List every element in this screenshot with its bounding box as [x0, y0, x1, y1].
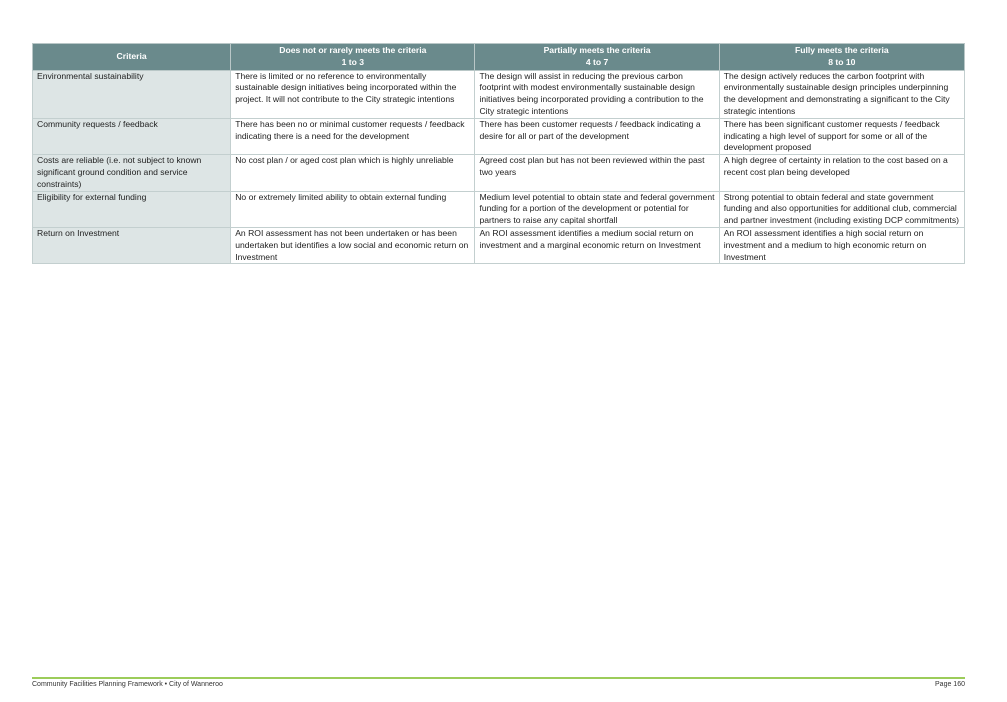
row-low-cell: No or extremely limited ability to obtain external funding	[231, 191, 475, 227]
row-high-cell: An ROI assessment identifies a high social return on investment and a medium to high economic return on Investment	[719, 227, 964, 263]
row-criteria-cell: Return on Investment	[33, 227, 231, 263]
table-row	[33, 118, 965, 154]
row-mid-cell: Agreed cost plan but has not been reviewed within the past two years	[475, 155, 719, 191]
row-criteria-cell: Eligibility for external funding	[33, 191, 231, 227]
footer-divider	[32, 677, 965, 679]
header-mid-title: Partially meets the criteria	[543, 45, 651, 55]
row-criteria-cell: Environmental sustainability	[33, 70, 231, 118]
table-row	[33, 155, 965, 191]
row-criteria-cell: Costs are reliable (i.e. not subject to known significant ground condition and service constraints)	[33, 155, 231, 191]
header-mid	[475, 44, 719, 71]
footer-page-number: Page 160	[935, 681, 965, 688]
row-mid-cell: An ROI assessment identifies a medium social return on investment and a marginal economic return on Investment	[475, 227, 719, 263]
table-row	[33, 191, 965, 227]
footer-document-title: Community Facilities Planning Framework • City of Wanneroo	[32, 681, 223, 688]
row-low-cell: An ROI assessment has not been undertaken or has been undertaken but identifies a low social and economic return on Investment	[231, 227, 475, 263]
row-high-cell: A high degree of certainty in relation to the cost based on a recent cost plan being developed	[719, 155, 964, 191]
criteria-table	[32, 43, 965, 264]
header-low-range: 1 to 3	[341, 56, 365, 67]
row-mid-cell: Medium level potential to obtain state and federal government funding for a portion of the development or potential for partners to raise any capital shortfall	[475, 191, 719, 227]
header-mid-range: 4 to 7	[585, 56, 609, 67]
header-low-title: Does not or rarely meets the criteria	[279, 45, 427, 55]
header-high-range: 8 to 10	[828, 56, 856, 67]
table-row	[33, 70, 965, 118]
table-row	[33, 227, 965, 263]
row-low-cell: There has been no or minimal customer requests / feedback indicating there is a need for the development	[231, 118, 475, 154]
row-high-cell: Strong potential to obtain federal and state government funding and also opportunities for additional club, commercial and partner investment (including existing DCP commitments)	[719, 191, 964, 227]
header-high	[719, 44, 964, 71]
header-low	[231, 44, 475, 71]
row-low-cell: There is limited or no reference to environmentally sustainable design initiatives being incorporated within the project. It will not contribute to the City strategic intentions	[231, 70, 475, 118]
header-high-title: Fully meets the criteria	[795, 45, 889, 55]
row-high-cell: The design actively reduces the carbon footprint with environmentally sustainable design principles underpinning the development and demonstrating a significant to the City strategic intentions	[719, 70, 964, 118]
header-criteria-label: Criteria	[116, 50, 147, 61]
row-criteria-cell: Community requests / feedback	[33, 118, 231, 154]
table-header-row	[33, 44, 965, 71]
row-mid-cell: The design will assist in reducing the previous carbon footprint with modest environmentally sustainable design initiatives being incorporated providing a contribution to the City strategic intentions	[475, 70, 719, 118]
row-high-cell: There has been significant customer requests / feedback indicating a high level of support for some or all of the development proposed	[719, 118, 964, 154]
row-low-cell: No cost plan / or aged cost plan which is highly unreliable	[231, 155, 475, 191]
row-mid-cell: There has been customer requests / feedback indicating a desire for all or part of the development	[475, 118, 719, 154]
header-criteria	[33, 44, 231, 71]
